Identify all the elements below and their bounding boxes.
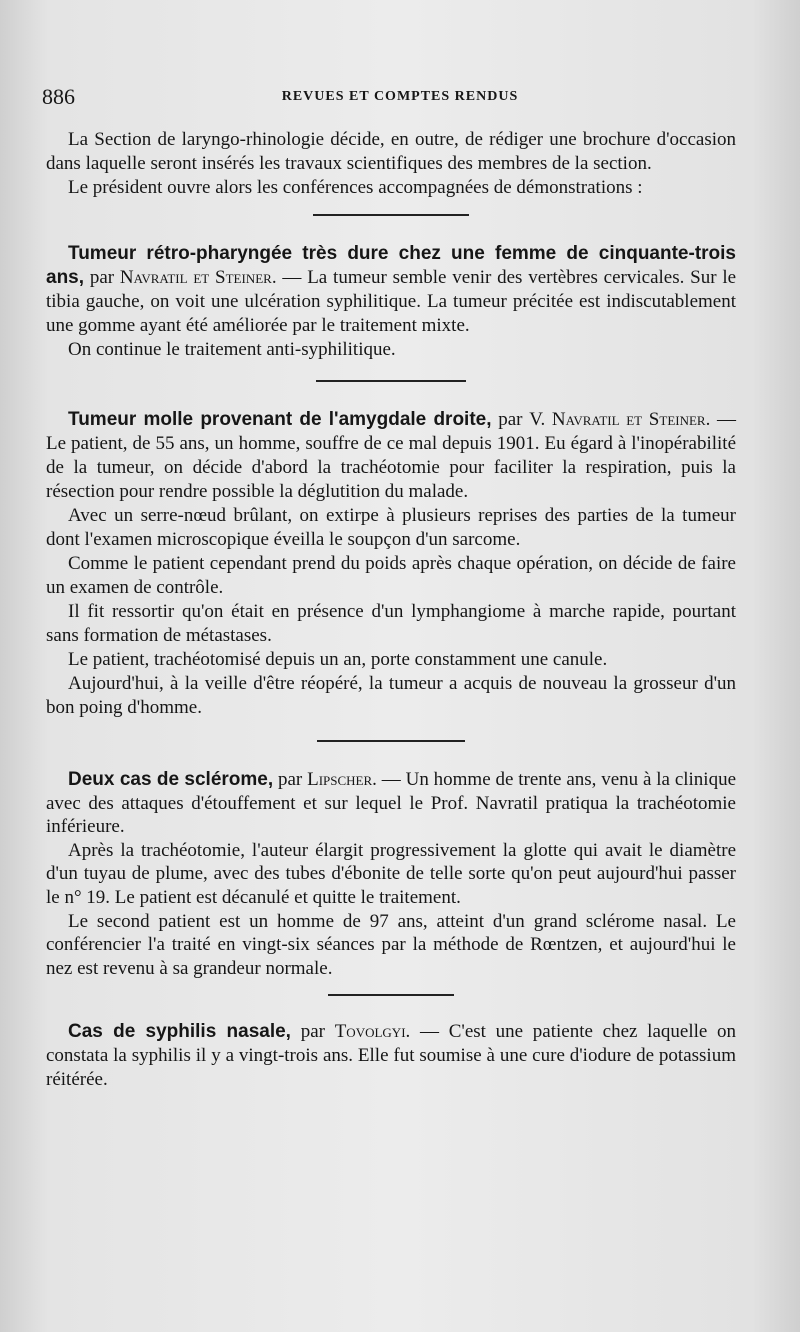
section-syphilis-nasale <box>46 1020 736 1092</box>
page-number: 886 <box>42 84 75 109</box>
section-paragraph: Le second patient est un homme de 97 ans, atteint d'un grand sclérome nasal. Le conférencier l'a traité en vingt-six séances par la méthode de Rœntzen, et aujourd'hui le nez est revenu à sa grandeur normale. <box>46 910 736 979</box>
section-tumeur-retro-pharyngee <box>46 242 736 362</box>
section-tumeur-molle <box>46 408 736 720</box>
section-paragraph: Le patient, trachéotomisé depuis un an, porte constamment une canule. <box>68 649 608 670</box>
section-paragraph <box>46 1020 736 1092</box>
section-paragraph: Avec un serre-nœud brûlant, on extirpe à plusieurs reprises des parties de la tumeur dont l'examen microscopique éveilla le soupçon d'un sarcome. <box>46 505 736 550</box>
section-paragraph: Il fit ressortir qu'on était en présence d'un lymphangiome à marche rapide, pourtant sans formation de métastases. <box>46 601 736 646</box>
section-paragraph: Aujourd'hui, à la veille d'être réopéré, la tumeur a acquis de nouveau la grosseur d'un bon poing d'homme. <box>46 673 736 718</box>
section-text: — C'est une patiente chez laquelle on constata la syphilis il y a vingt-trois ans. Elle fut soumise à une cure d'iodure de potassium réitérée. <box>46 1021 737 1091</box>
section-authors: Lipscher. <box>307 769 377 790</box>
section-paragraph: Comme le patient cependant prend du poids après chaque opération, on décide de faire un examen de contrôle. <box>46 553 736 598</box>
section-authors: Navratil et Steiner. <box>119 267 277 288</box>
journal-title: REVUES ET COMPTES RENDUS <box>281 89 519 104</box>
section-paragraph <box>46 408 736 504</box>
section-title: Deux cas de sclérome, <box>68 769 274 790</box>
section-by: par <box>498 409 523 430</box>
section-divider <box>328 994 454 996</box>
section-divider <box>316 380 466 382</box>
section-title: Cas de syphilis nasale, <box>68 1021 291 1043</box>
section-authors: V. Navratil et Steiner. <box>529 409 711 430</box>
section-title: Tumeur molle provenant de l'amygdale droite, <box>68 409 492 430</box>
section-text: — Un homme de trente ans, venu à la clinique avec des attaques d'étouffement et sur lequel le Prof. Navratil pratiqua la trachéotomie inférieure. <box>46 769 737 838</box>
section-paragraph: Après la trachéotomie, l'auteur élargit progressivement la glotte qui avait le diamètre d'un tuyau de plume, avec des tubes d'ébonite de telle sorte qu'on peut aujourd'hui passer le n° 19. Le patient est décanulé et quitte le traitement. <box>46 839 736 908</box>
text-body <box>46 128 736 1092</box>
section-title: Tumeur rétro-pharyngée très dure chez une femme de cinquante-trois ans, <box>46 243 736 288</box>
running-head <box>42 84 758 112</box>
section-by: par <box>300 1021 325 1043</box>
section-by: par <box>89 267 115 288</box>
section-paragraph: On continue le traitement anti-syphilitique. <box>68 339 396 360</box>
intro-paragraph: Le président ouvre alors les conférences accompagnées de démonstrations : <box>68 177 643 198</box>
section-by: par <box>277 769 303 790</box>
section-sclerome <box>46 768 736 980</box>
section-paragraph <box>46 768 736 839</box>
section-divider <box>313 214 469 216</box>
intro-paragraph: La Section de laryngo-rhinologie décide, en outre, de rédiger une brochure d'occasion dans laquelle seront insérés les travaux scientifiques des membres de la section. <box>46 129 736 174</box>
section-text: — La tumeur semble venir des vertèbres cervicales. Sur le tibia gauche, on voit une ulcération syphilitique. La tumeur précitée est indiscutablement une gomme ayant été améliorée par le traitement mixte. <box>46 267 737 336</box>
section-paragraph <box>46 242 736 338</box>
section-text: — Le patient, de 55 ans, un homme, souffre de ce mal depuis 1901. Eu égard à l'inopérabilité de la tumeur, on décide d'abord la trachéotomie pour faciliter la respiration, puis la résection pour rendre possible la déglutition du malade. <box>46 409 737 502</box>
section-authors: Tovolgyi. <box>334 1021 411 1043</box>
section-divider <box>317 740 465 742</box>
